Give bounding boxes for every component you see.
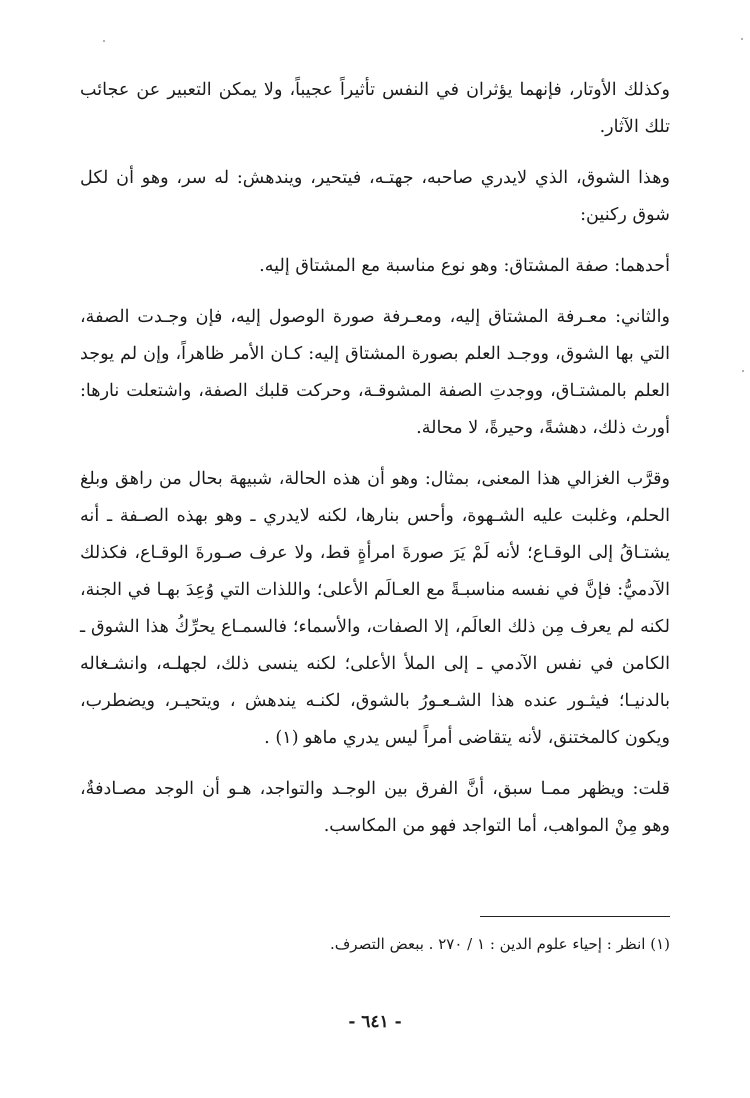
scan-speck bbox=[103, 40, 105, 42]
scan-speck bbox=[741, 38, 743, 40]
paragraph-first-pillar: أحدهما: صفة المشتاق: وهو نوع مناسبة مع المشتاق إليه. bbox=[259, 256, 670, 276]
page-number: - ٦٤١ - bbox=[348, 1012, 402, 1032]
paragraph-longing: وهذا الشوق، الذي لايدري صاحبه، جهتـه، فيتحير، ويندهش: له سر، وهو أن لكل شوق ركنين: bbox=[80, 168, 670, 225]
body-text bbox=[80, 72, 670, 859]
paragraph-strings: وكذلك الأوتار، فإنهما يؤثران في النفس تأثيراً عجيباً، ولا يمكن التعبير عن عجائب تلك الآثار. bbox=[80, 80, 670, 137]
paragraph-conclusion: قلت: ويظهر ممـا سبق، أنَّ الفرق بين الوجـد والتواجد، هـو أن الوجد مصـادفةٌ، وهو مِنْ المواهب، أما التواجد فهو من المكاسب. bbox=[80, 779, 670, 836]
footnote: (١) انظر : إحياء علوم الدين : ١ / ٢٧٠ . ببعض التصرف. bbox=[329, 935, 670, 953]
scan-speck bbox=[742, 370, 744, 372]
footnote-divider bbox=[480, 916, 670, 917]
paragraph-ghazali-example: وقرَّب الغزالي هذا المعنى، بمثال: وهو أن هذه الحالة، شبيهة بحال من راهق وبلغ الحلم، وغلبت عليه الشـهوة، وأحس بنارها، لكنه لايدري ـ وهو بهذه الصـفة ـ أنه يشتـاقُ إلى الوقـاع؛ لأنه لَمْ يَرَ صورةَ امرأةٍ قط، ولا عرف صـورةَ الوقـاع، فكذلك الآدميُّ: فإنَّ في نفسه مناسبـةً مع العـالَم الأعلى؛ واللذات التي وُعِدَ بهـا في الجنة، لكنه لم يعرف مِن ذلك العالَم، إلا الصفات، والأسماء؛ فالسمـاع يحرِّكُ هذا الشوق ـ الكامن في نفس الآدمي ـ إلى الملأ الأعلى؛ لكنه ينسى ذلك، لجهلـه، وانشـغاله بالدنيـا؛ فيثـور عنده هذا الشـعـورُ بالشوق، لكنـه يندهش ، ويتحيـر، ويضطرب، ويكون كالمختنق، لأنه يتقاضى أمراً ليس يدري ماهو (١) . bbox=[80, 469, 670, 748]
paragraph-second-pillar: والثاني: معـرفة المشتاق إليه، ومعـرفة صورة الوصول إليه، فإن وجـدت الصفة، التي بها الشوق، ووجـد العلم بصورة المشتاق إليه: كـان الأمر ظاهراً، وإن لم يوجد العلم بالمشتـاق، ووجدتِ الصفة المشوقـة، وحركت قلبك الصفة، واشتعلت نارها: أورث ذلك، دهشةً، وحيرةً، لا محالة. bbox=[80, 307, 670, 438]
